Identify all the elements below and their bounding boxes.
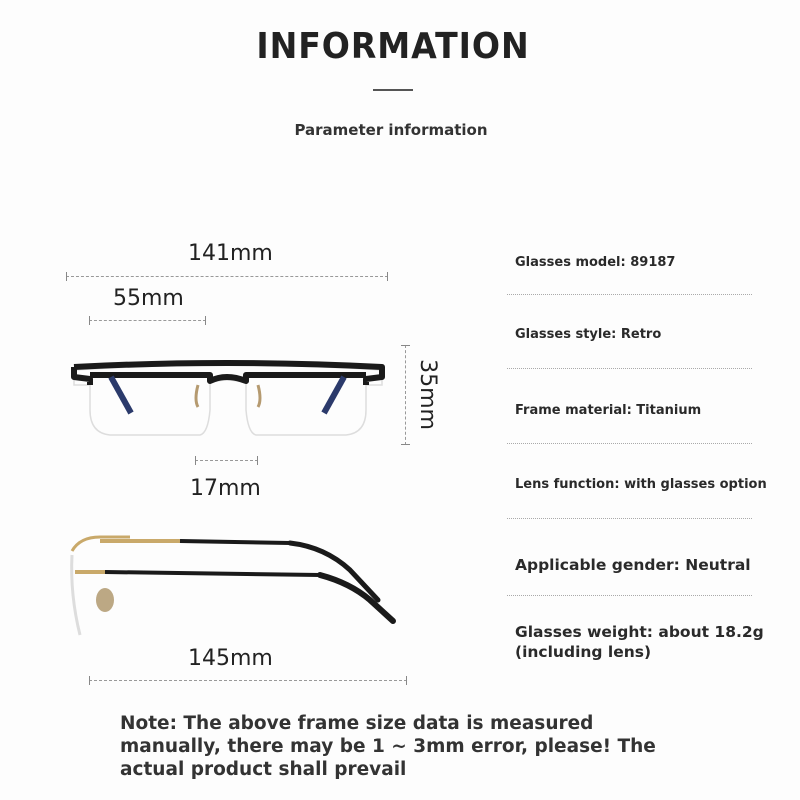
spec-weight: Glasses weight: about 18.2g	[515, 623, 764, 641]
bridge-width-label: 17mm	[190, 476, 261, 501]
spec-gender: Applicable gender: Neutral	[515, 556, 751, 574]
spec-style: Glasses style: Retro	[515, 327, 662, 342]
lens-height-line	[405, 345, 406, 445]
spec-lens-function: Lens function: with glasses option	[515, 477, 767, 492]
temple-length-line	[89, 680, 407, 681]
lens-height-label: 35mm	[414, 359, 440, 430]
spec-weight-note: (including lens)	[515, 643, 652, 661]
temple-length-label: 145mm	[188, 646, 273, 671]
spec-material: Frame material: Titanium	[515, 403, 702, 418]
glasses-front-image	[66, 355, 396, 450]
spec-model: Glasses model: 89187	[515, 255, 676, 270]
spec-divider	[507, 294, 752, 295]
bridge-width-line	[195, 460, 258, 461]
total-width-line	[66, 276, 388, 277]
measurement-note: Note: The above frame size data is measured manually, there may be 1 ~ 3mm error, please! The actual product shall prevail	[120, 713, 656, 780]
page-title: INFORMATION	[256, 26, 530, 67]
title-divider	[373, 89, 413, 91]
total-width-label: 141mm	[188, 241, 273, 266]
glasses-side-image	[60, 525, 410, 645]
lens-width-label: 55mm	[113, 286, 184, 311]
spec-divider	[507, 368, 752, 369]
spec-divider	[507, 518, 752, 519]
lens-width-line	[89, 320, 206, 321]
spec-divider	[507, 595, 752, 596]
section-subtitle: Parameter information	[294, 121, 488, 139]
spec-divider	[507, 443, 752, 444]
